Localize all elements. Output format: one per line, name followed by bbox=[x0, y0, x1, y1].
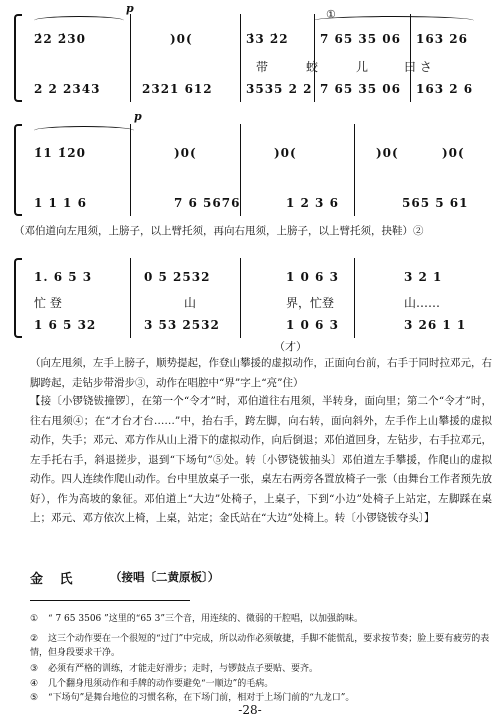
note-group: 7 65 35 06 bbox=[320, 82, 401, 96]
staff-system-1 bbox=[14, 2, 492, 102]
note-group: 7 65 35 06 bbox=[320, 32, 401, 46]
upper-notation-row bbox=[24, 32, 492, 54]
staff-system-2 bbox=[14, 110, 492, 216]
rest-mark: )0( bbox=[442, 146, 465, 160]
note-group: 1 6 5 32 bbox=[34, 318, 97, 332]
footnote-number: ② bbox=[30, 634, 39, 644]
rest-mark: )0( bbox=[376, 146, 399, 160]
aria-direction: （接唱〔二黄原板〕） bbox=[110, 570, 220, 584]
note-group: 1 0 6 3 bbox=[286, 318, 339, 332]
lyric-row bbox=[24, 58, 492, 80]
note-group: 3 53 2532 bbox=[144, 318, 220, 332]
staff-brace bbox=[14, 14, 22, 102]
footnote-text: 几个翻身甩须动作和手牌的动作要避免“一顺边”的毛病。 bbox=[48, 679, 274, 689]
note-group: 2 2 2343 bbox=[34, 82, 101, 96]
footnote-text: “下场句”是舞台地位的习惯名称，在下场门前，相对于上场门前的“九龙口”。 bbox=[48, 693, 355, 703]
page-number: -28- bbox=[238, 703, 262, 717]
footnote-number: ③ bbox=[30, 664, 39, 674]
footnote-number: ① bbox=[30, 614, 39, 624]
slur-mark bbox=[34, 126, 134, 135]
footnote-marker: ① bbox=[326, 8, 336, 21]
note-group: 3535 2 2 bbox=[246, 82, 313, 96]
lyric: 山…… bbox=[404, 296, 441, 310]
note-group: 163 2 6 bbox=[416, 82, 474, 96]
slur-mark bbox=[314, 16, 474, 25]
slur-mark bbox=[34, 16, 124, 25]
note-group: 3̇3 2̇2 bbox=[246, 32, 289, 46]
lyric: 山 bbox=[184, 296, 197, 310]
rest-mark: )0( bbox=[174, 146, 197, 160]
note-group: 1 0 6 3 bbox=[286, 270, 339, 284]
footnote-number: ⑤ bbox=[30, 693, 39, 703]
lyric: 儿 bbox=[356, 60, 369, 74]
note-group: 7 6 5676 bbox=[174, 196, 241, 210]
lower-notation-row bbox=[24, 318, 492, 340]
upper-notation-row bbox=[24, 270, 492, 292]
stage-direction: 【接〔小锣铙钹撞锣〕，在第一个“令才”时，邓伯道往右甩须，半转身，面向里；第二个“令才”时，往右甩须④；在“才台才台……”中，抬右手，跨左脚，向右转，面向斜外，左手作上山攀援的虚拟动作，失手；邓元、邓方作从山上滑下的虚拟动作，向后倒退；邓伯道回身，左钻步，右手拉邓元，左手托右手，斜退搓步，退到“下场句”⑤处。转〔小锣铙钹抽头〕邓伯道左手攀援，作爬山的虚拟动作。四人连续作爬山动作。台中里放桌子一张，桌左右两旁各置放椅子一张（由舞台工作者预先放好），作为高坡的象征。邓伯道上“大边”处椅子，上桌子，下到“小边”处椅子上站定，左脚踩在桌上；邓元、邓方依次上椅，上桌，站定；金氏站在“大边”处椅上。转〔小锣铙钹夺头〕】 bbox=[30, 395, 492, 524]
dynamic-mark: p bbox=[126, 2, 134, 15]
dynamic-mark: p bbox=[134, 110, 142, 123]
rest-mark: )0( bbox=[274, 146, 297, 160]
note-group: 565 5 61 bbox=[402, 196, 469, 210]
upper-notation-row bbox=[24, 146, 492, 168]
staff-system-3 bbox=[14, 258, 492, 338]
footnote-number: ④ bbox=[30, 679, 39, 689]
footnote bbox=[30, 632, 492, 660]
note-group: 1 2 3 6 bbox=[286, 196, 339, 210]
footnote bbox=[30, 662, 492, 676]
lyric: 蛟 bbox=[306, 60, 319, 74]
lyric: 界，忙登 bbox=[286, 296, 335, 310]
stage-direction: （邓伯道向左甩须，上膀子，以上臂托须，再向右甩须，上膀子，以上臂托须，抉鞋）② bbox=[14, 225, 424, 237]
footnote-text: “ 7 65 3506 ”这里的“65 3”三个音，用连续的、微弱的干腔唱，以加强韵味。 bbox=[48, 614, 363, 624]
role-name: 金 氏 bbox=[30, 572, 79, 587]
note-group: 3 2 1 bbox=[404, 270, 443, 284]
footnote-text: 必须有严格的训练，才能走好滑步；走时，与锣鼓点子要贴、要齐。 bbox=[48, 664, 319, 674]
footnote bbox=[30, 677, 492, 691]
percussion-cue: （才） bbox=[274, 340, 307, 353]
footnote-rule bbox=[30, 600, 190, 601]
rest-mark: )0( bbox=[170, 32, 193, 46]
note-group: 1̇1 1̇20 bbox=[34, 146, 86, 160]
lyric: 带 bbox=[256, 60, 269, 74]
note-group: 3 26 1 1 bbox=[404, 318, 467, 332]
note-group: 163 26 bbox=[416, 32, 468, 46]
note-group: 1. 6 5 3 bbox=[34, 270, 93, 284]
stage-direction: （向左甩须，左手上膀子，顺势提起，作登山攀援的虚拟动作，正面向台前，右手于同时拉邓元，右脚跨起，走钻步带滑步③，动作在唱腔中“界”字上“亮”住） bbox=[30, 357, 492, 389]
lyric: 曰 さ bbox=[404, 60, 432, 74]
lower-notation-row bbox=[24, 82, 492, 104]
note-group: 2321 612 bbox=[142, 82, 213, 96]
lyric: 忙 登 bbox=[34, 296, 62, 310]
footnote-text: 这三个动作要在一个很短的“过门”中完成，所以动作必须敏捷，手脚不能慌乱，要求按节奏；脸上要有疲劳的表情，但身段要求干净。 bbox=[30, 634, 490, 658]
lyric-row bbox=[24, 294, 492, 316]
footnote bbox=[30, 612, 492, 626]
note-group: 2̇2 2̇30 bbox=[34, 32, 86, 46]
note-group: 0 5 2532 bbox=[144, 270, 211, 284]
staff-brace bbox=[14, 124, 22, 216]
lower-notation-row bbox=[24, 196, 492, 218]
staff-brace bbox=[14, 258, 22, 338]
note-group: 1 1 1 6 bbox=[34, 196, 87, 210]
